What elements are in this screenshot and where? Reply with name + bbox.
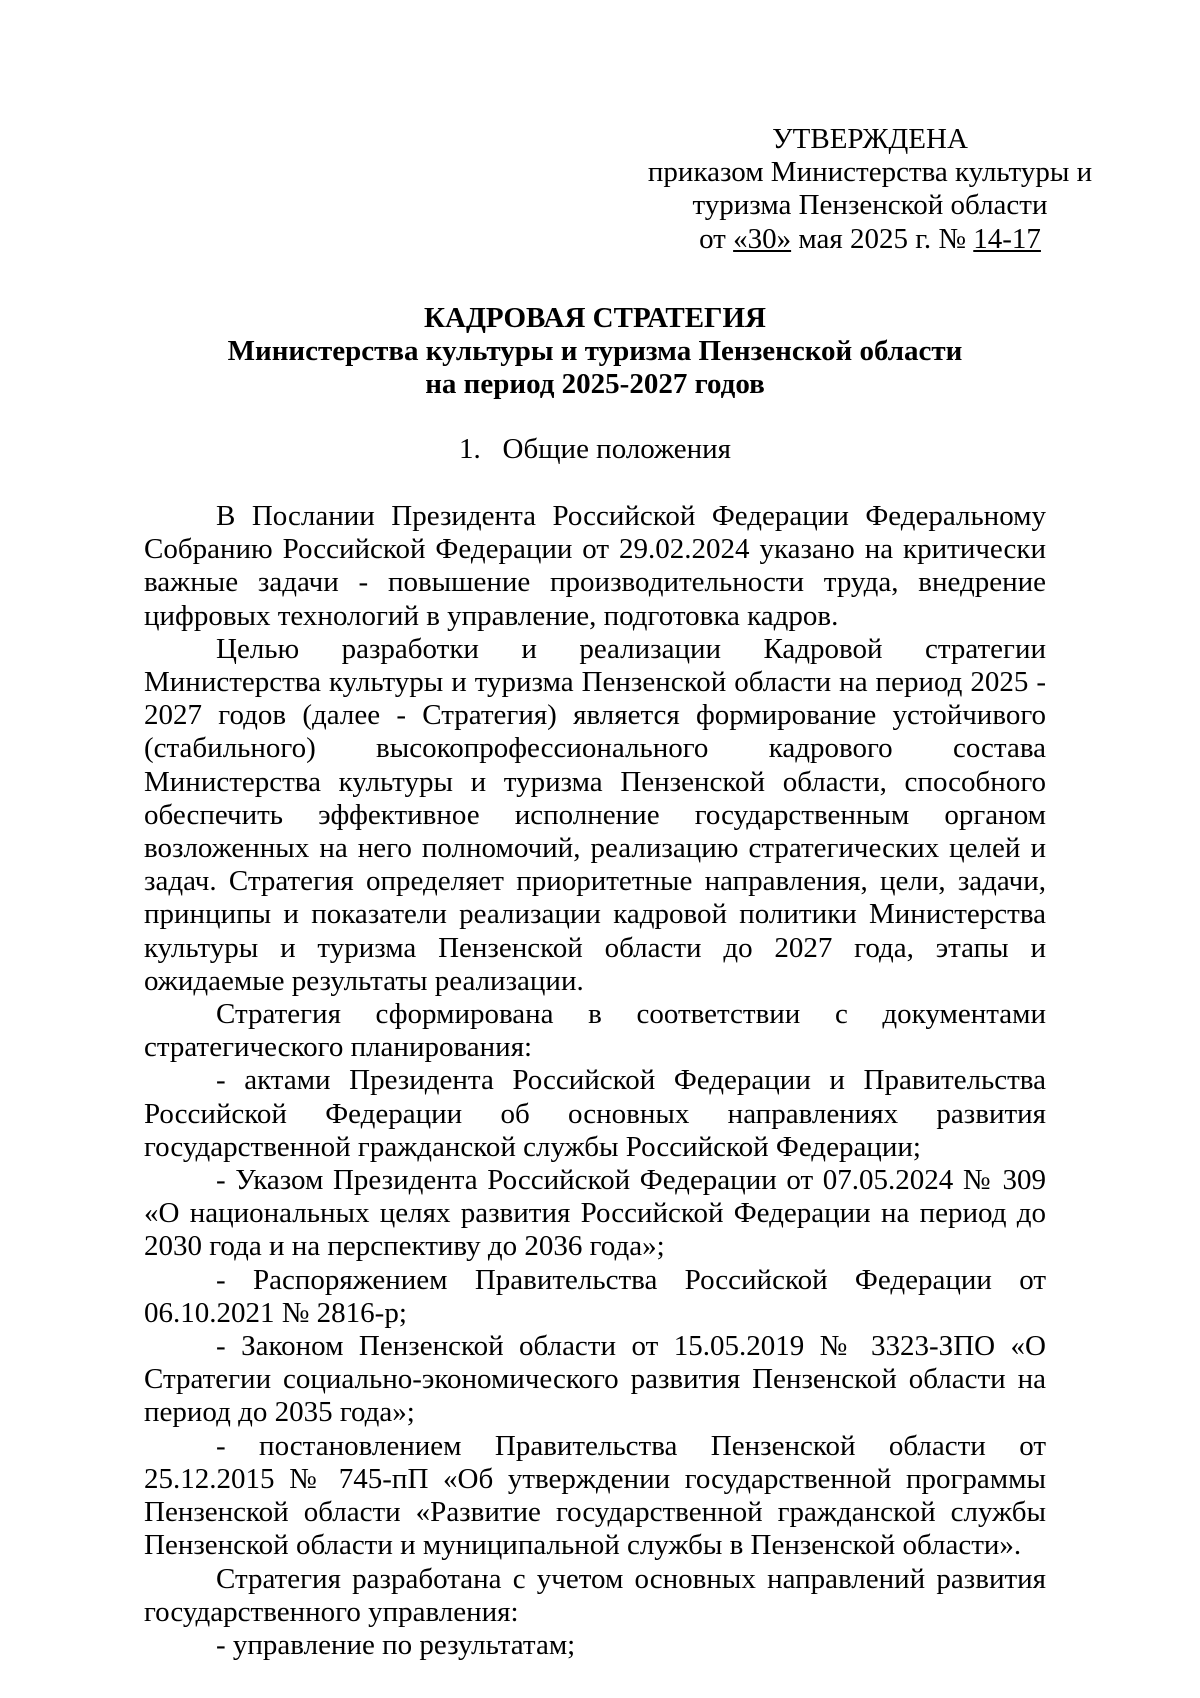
document-title xyxy=(144,302,1046,402)
paragraph: Стратегия сформирована в соответствии с документами стратегического планирования: xyxy=(144,998,1046,1064)
list-item: - управление по результатам; xyxy=(216,1628,576,1661)
body-text xyxy=(144,500,1046,1662)
list-item: - актами Президента Российской Федерации и Правительства Российской Федерации об основных направлениях развития государственной гражданской службы Российской Федерации; xyxy=(144,1064,1046,1163)
section-heading: 1. Общие положения xyxy=(459,433,731,465)
list-item: - Законом Пензенской области от 15.05.2019 № 3323-ЗПО «О Стратегии социально-экономического развития Пензенской области на период до 2035 года»; xyxy=(144,1330,1046,1429)
paragraph: В Послании Президента Российской Федерации Федеральному Собранию Российской Федерации от 29.02.2024 указано на критически важные задачи - повышение производительности труда, внедрение цифровых технологий в управление, подготовка кадров. xyxy=(144,500,1046,632)
list-item: - Указом Президента Российской Федерации от 07.05.2024 № 309 «О национальных целях развития Российской Федерации на период до 2030 года и на перспективу до 2036 года»; xyxy=(144,1164,1046,1263)
title-line-3: на период 2025-2027 годов xyxy=(425,368,765,401)
approval-order-number: 14-17 xyxy=(973,222,1041,255)
approval-heading: УТВЕРЖДЕНА xyxy=(772,123,968,155)
list-item: - постановлением Правительства Пензенской области от 25.12.2015 № 745-пП «Об утверждении государственной программы Пензенской области «Развитие государственной гражданской службы Пензенской области и муниципальной службы в Пензенской области». xyxy=(144,1429,1046,1562)
approval-date-day: «30» xyxy=(733,222,792,255)
approval-authority-line: приказом Министерства культуры и xyxy=(647,156,1093,189)
title-line-1: КАДРОВАЯ СТРАТЕГИЯ xyxy=(424,302,766,334)
approval-date-rest: мая 2025 г. № xyxy=(791,222,974,255)
approval-date-prefix: от xyxy=(699,222,734,255)
approval-authority-line-2: туризма Пензенской области xyxy=(692,189,1048,222)
approval-stamp-block xyxy=(600,123,1140,256)
approval-date-line xyxy=(600,223,1140,256)
paragraph: Стратегия разработана с учетом основных направлений развития государственного управления: xyxy=(144,1562,1046,1628)
title-line-2: Министерства культуры и туризма Пензенской области xyxy=(227,335,963,368)
paragraph: Целью разработки и реализации Кадровой стратегии Министерства культуры и туризма Пензенской области на период 2025 - 2027 годов (далее - Стратегия) является формирование устойчивого (стабильного) высокопрофессионального кадрового состава Министерства культуры и туризма Пензенской области, способного обеспечить эффективное исполнение государственным органом возложенных на него полномочий, реализацию стратегических целей и задач. Стратегия определяет приоритетные направления, цели, задачи, принципы и показатели реализации кадровой политики Министерства культуры и туризма Пензенской области до 2027 года, этапы и ожидаемые результаты реализации. xyxy=(144,632,1046,997)
list-item: - Распоряжением Правительства Российской Федерации от 06.10.2021 № 2816-р; xyxy=(144,1263,1046,1329)
